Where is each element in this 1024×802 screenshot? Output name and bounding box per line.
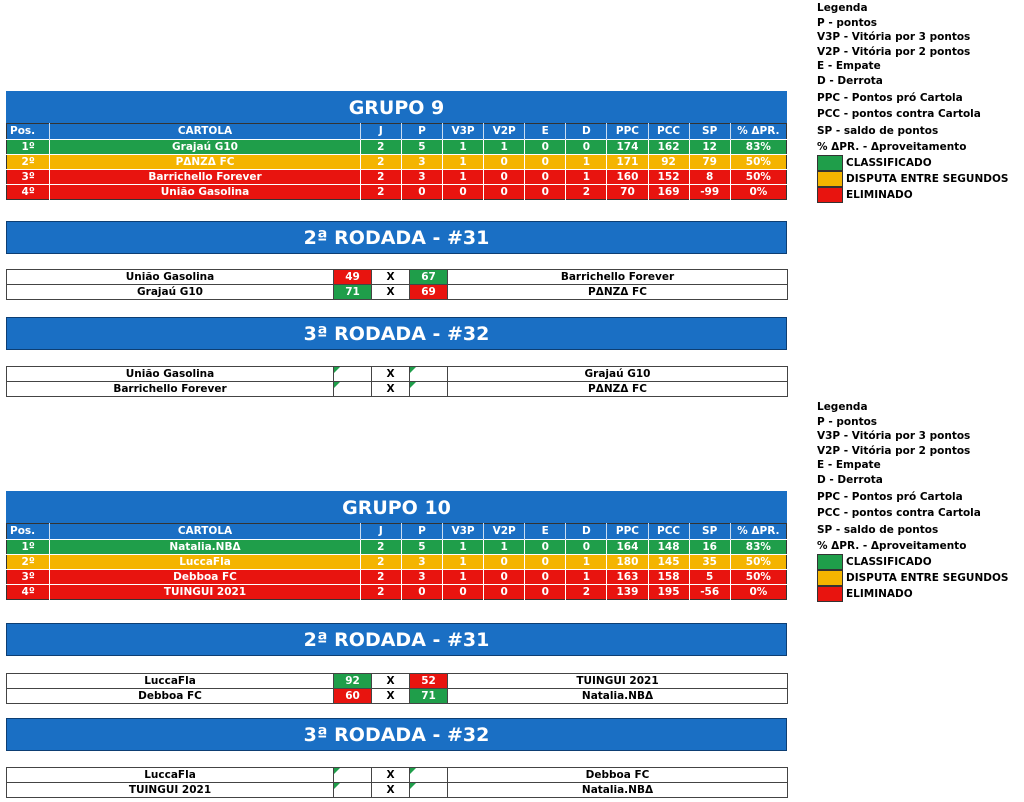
cell: 1: [484, 540, 525, 555]
col-header: E: [525, 124, 566, 140]
cell: 163: [607, 570, 648, 585]
cell: 2: [360, 185, 401, 200]
match-table: [6, 269, 788, 300]
cell: 5: [401, 540, 442, 555]
cell: 83%: [730, 540, 786, 555]
cell: 3: [401, 570, 442, 585]
cell-team: TUINGUI 2021: [50, 585, 360, 600]
cell-team: PΔNZΔ FC: [50, 155, 360, 170]
cell: 171: [607, 155, 648, 170]
versus-mark: X: [372, 783, 410, 798]
cell-team: União Gasolina: [50, 185, 360, 200]
cell: 35: [689, 555, 730, 570]
col-header: Pos.: [7, 524, 50, 540]
cell: 195: [648, 585, 689, 600]
cell-team: Barrichello Forever: [50, 170, 360, 185]
away-score-input[interactable]: [410, 367, 448, 382]
cell: 0: [525, 540, 566, 555]
swatch-label: DISPUTA ENTRE SEGUNDOS: [846, 172, 1009, 185]
cell: 50%: [730, 570, 786, 585]
cell-pos: 2º: [7, 155, 50, 170]
col-header: % ΔPR.: [730, 124, 786, 140]
match-table: [6, 366, 788, 397]
legend-item: D - Derrota: [817, 74, 883, 87]
col-header: J: [360, 524, 401, 540]
green-swatch: [817, 554, 843, 570]
cell: 3: [401, 170, 442, 185]
cell: 0: [401, 585, 442, 600]
cell: 180: [607, 555, 648, 570]
cell: 2: [360, 140, 401, 155]
cell: 70: [607, 185, 648, 200]
cell-team: Debboa FC: [50, 570, 360, 585]
yellow-swatch: [817, 171, 843, 187]
cell: 2: [360, 170, 401, 185]
legend-item: PPC - Pontos pró Cartola: [817, 91, 963, 104]
home-score: 60: [334, 689, 372, 704]
legend-swatch-row: [817, 171, 1022, 187]
swatch-label: ELIMINADO: [846, 188, 913, 201]
cell: 2: [566, 185, 607, 200]
legend-item: E - Empate: [817, 60, 881, 73]
cell: 50%: [730, 555, 786, 570]
cell: 0: [484, 555, 525, 570]
cell: 162: [648, 140, 689, 155]
home-score-input[interactable]: [334, 783, 372, 798]
standings-table: [6, 523, 787, 600]
home-score: 92: [334, 674, 372, 689]
round-title: 2ª RODADA - #31: [6, 221, 787, 254]
cell: 0: [442, 585, 483, 600]
table-row: [7, 170, 787, 185]
cell-pos: 3º: [7, 170, 50, 185]
cell: 1: [442, 140, 483, 155]
cell: 0%: [730, 185, 786, 200]
legend-item: D - Derrota: [817, 473, 883, 486]
home-team: LuccaFla: [7, 674, 334, 689]
col-header: SP: [689, 124, 730, 140]
home-team: TUINGUI 2021: [7, 783, 334, 798]
col-header: V2P: [484, 124, 525, 140]
cell: 0: [566, 540, 607, 555]
table-row: [7, 140, 787, 155]
home-team: Grajaú G10: [7, 285, 334, 300]
cell: 2: [566, 585, 607, 600]
cell: 160: [607, 170, 648, 185]
home-team: União Gasolina: [7, 270, 334, 285]
cell: 92: [648, 155, 689, 170]
away-score-input[interactable]: [410, 768, 448, 783]
home-score-input[interactable]: [334, 768, 372, 783]
versus-mark: X: [372, 768, 410, 783]
cell: 0: [525, 570, 566, 585]
away-team: PΔNZΔ FC: [448, 382, 788, 397]
group-title: GRUPO 10: [6, 491, 787, 523]
col-header: V2P: [484, 524, 525, 540]
cell: 0: [442, 185, 483, 200]
cell: 0: [484, 185, 525, 200]
cell-pos: 2º: [7, 555, 50, 570]
legend-item: SP - saldo de pontos: [817, 124, 939, 137]
col-header: V3P: [442, 524, 483, 540]
away-score: 67: [410, 270, 448, 285]
cell: 2: [360, 540, 401, 555]
match-table: [6, 767, 788, 798]
away-score-input[interactable]: [410, 382, 448, 397]
col-header: SP: [689, 524, 730, 540]
match-row: [7, 367, 788, 382]
match-row: [7, 689, 788, 704]
cell: 1: [566, 570, 607, 585]
col-header: % ΔPR.: [730, 524, 786, 540]
swatch-label: DISPUTA ENTRE SEGUNDOS: [846, 571, 1009, 584]
cell: 0: [525, 185, 566, 200]
cell: -56: [689, 585, 730, 600]
cell: 1: [442, 170, 483, 185]
match-row: [7, 270, 788, 285]
yellow-swatch: [817, 570, 843, 586]
cell: 1: [566, 555, 607, 570]
table-row: [7, 185, 787, 200]
cell-pos: 1º: [7, 140, 50, 155]
cell: 0: [401, 185, 442, 200]
cell: 164: [607, 540, 648, 555]
col-header: Pos.: [7, 124, 50, 140]
red-swatch: [817, 586, 843, 602]
cell: 2: [360, 155, 401, 170]
legend-item: P - pontos: [817, 415, 878, 428]
table-row: [7, 155, 787, 170]
away-team: Grajaú G10: [448, 367, 788, 382]
legend-item: PPC - Pontos pró Cartola: [817, 490, 963, 503]
legend-item: % ΔPR. - Δproveitamento: [817, 141, 967, 154]
legend-item: PCC - pontos contra Cartola: [817, 108, 981, 121]
table-row: [7, 540, 787, 555]
match-table: [6, 673, 788, 704]
legend-item: V3P - Vitória por 3 pontos: [817, 31, 971, 44]
col-header: D: [566, 524, 607, 540]
col-header: P: [401, 124, 442, 140]
col-header: PCC: [648, 124, 689, 140]
cell: 174: [607, 140, 648, 155]
red-swatch: [817, 187, 843, 203]
col-header: CARTOLA: [50, 124, 360, 140]
col-header: PCC: [648, 524, 689, 540]
versus-mark: X: [372, 367, 410, 382]
cell: 12: [689, 140, 730, 155]
legend-title: Legenda: [817, 401, 868, 413]
col-header: E: [525, 524, 566, 540]
legend-swatch-row: [817, 187, 1022, 203]
cell: 3: [401, 555, 442, 570]
cell: 50%: [730, 155, 786, 170]
cell: 0: [525, 170, 566, 185]
away-team: TUINGUI 2021: [448, 674, 788, 689]
cell: 1: [442, 155, 483, 170]
away-team: PΔNZΔ FC: [448, 285, 788, 300]
cell: 0: [566, 140, 607, 155]
group-title: GRUPO 9: [6, 91, 787, 123]
legend-swatch-row: [817, 554, 1022, 570]
col-header: V3P: [442, 124, 483, 140]
col-header: J: [360, 124, 401, 140]
match-row: [7, 285, 788, 300]
legend-item: PCC - pontos contra Cartola: [817, 507, 981, 520]
legend-swatch-row: [817, 570, 1022, 586]
legend-swatch-row: [817, 155, 1022, 171]
cell: 148: [648, 540, 689, 555]
legend-title: Legenda: [817, 2, 868, 14]
home-team: Debboa FC: [7, 689, 334, 704]
versus-mark: X: [372, 382, 410, 397]
cell: 1: [566, 155, 607, 170]
legend-item: P - pontos: [817, 16, 878, 29]
match-row: [7, 382, 788, 397]
col-header: PPC: [607, 524, 648, 540]
cell: 1: [442, 540, 483, 555]
cell: -99: [689, 185, 730, 200]
cell: 1: [442, 570, 483, 585]
home-score-input[interactable]: [334, 382, 372, 397]
match-row: [7, 783, 788, 798]
cell: 83%: [730, 140, 786, 155]
home-team: LuccaFla: [7, 768, 334, 783]
legend-item: V3P - Vitória por 3 pontos: [817, 430, 971, 443]
legend-item: E - Empate: [817, 459, 881, 472]
legend-item: SP - saldo de pontos: [817, 523, 939, 536]
cell: 0%: [730, 585, 786, 600]
col-header: D: [566, 124, 607, 140]
round-title: 2ª RODADA - #31: [6, 623, 787, 656]
home-team: Barrichello Forever: [7, 382, 334, 397]
cell: 2: [360, 570, 401, 585]
match-row: [7, 674, 788, 689]
legend-item: % ΔPR. - Δproveitamento: [817, 540, 967, 553]
table-header: [7, 124, 787, 140]
cell-team: Natalia.NBΔ: [50, 540, 360, 555]
green-swatch: [817, 155, 843, 171]
cell: 1: [442, 555, 483, 570]
cell: 16: [689, 540, 730, 555]
away-score: 52: [410, 674, 448, 689]
match-row: [7, 768, 788, 783]
versus-mark: X: [372, 270, 410, 285]
cell: 5: [401, 140, 442, 155]
versus-mark: X: [372, 689, 410, 704]
cell: 0: [525, 555, 566, 570]
cell-pos: 1º: [7, 540, 50, 555]
table-row: [7, 570, 787, 585]
versus-mark: X: [372, 285, 410, 300]
cell: 0: [484, 570, 525, 585]
home-score: 71: [334, 285, 372, 300]
cell: 2: [360, 555, 401, 570]
cell: 0: [525, 155, 566, 170]
cell-pos: 4º: [7, 585, 50, 600]
cell: 1: [484, 140, 525, 155]
away-team: Barrichello Forever: [448, 270, 788, 285]
cell: 0: [525, 140, 566, 155]
cell: 0: [484, 585, 525, 600]
swatch-label: CLASSIFICADO: [846, 156, 932, 169]
legend-item: V2P - Vitória por 2 pontos: [817, 45, 971, 58]
home-score-input[interactable]: [334, 367, 372, 382]
cell: 152: [648, 170, 689, 185]
col-header: P: [401, 524, 442, 540]
cell: 158: [648, 570, 689, 585]
swatch-label: ELIMINADO: [846, 587, 913, 600]
legend: [817, 1, 1022, 203]
cell-team: Grajaú G10: [50, 140, 360, 155]
standings-table: [6, 123, 787, 200]
cell: 5: [689, 570, 730, 585]
cell: 3: [401, 155, 442, 170]
cell: 139: [607, 585, 648, 600]
cell: 2: [360, 585, 401, 600]
table-row: [7, 585, 787, 600]
cell: 0: [525, 585, 566, 600]
col-header: PPC: [607, 124, 648, 140]
away-team: Natalia.NBΔ: [448, 783, 788, 798]
home-team: União Gasolina: [7, 367, 334, 382]
cell-pos: 3º: [7, 570, 50, 585]
legend-swatch-row: [817, 586, 1022, 602]
cell: 0: [484, 170, 525, 185]
away-score: 71: [410, 689, 448, 704]
round-title: 3ª RODADA - #32: [6, 718, 787, 751]
away-team: Natalia.NBΔ: [448, 689, 788, 704]
away-score-input[interactable]: [410, 783, 448, 798]
cell-pos: 4º: [7, 185, 50, 200]
home-score: 49: [334, 270, 372, 285]
cell-team: LuccaFla: [50, 555, 360, 570]
swatch-label: CLASSIFICADO: [846, 555, 932, 568]
cell: 50%: [730, 170, 786, 185]
round-title: 3ª RODADA - #32: [6, 317, 787, 350]
cell: 8: [689, 170, 730, 185]
versus-mark: X: [372, 674, 410, 689]
cell: 1: [566, 170, 607, 185]
cell: 145: [648, 555, 689, 570]
cell: 79: [689, 155, 730, 170]
away-score: 69: [410, 285, 448, 300]
legend: [817, 400, 1022, 602]
table-header: [7, 524, 787, 540]
legend-item: V2P - Vitória por 2 pontos: [817, 444, 971, 457]
cell: 0: [484, 155, 525, 170]
table-row: [7, 555, 787, 570]
away-team: Debboa FC: [448, 768, 788, 783]
col-header: CARTOLA: [50, 524, 360, 540]
cell: 169: [648, 185, 689, 200]
